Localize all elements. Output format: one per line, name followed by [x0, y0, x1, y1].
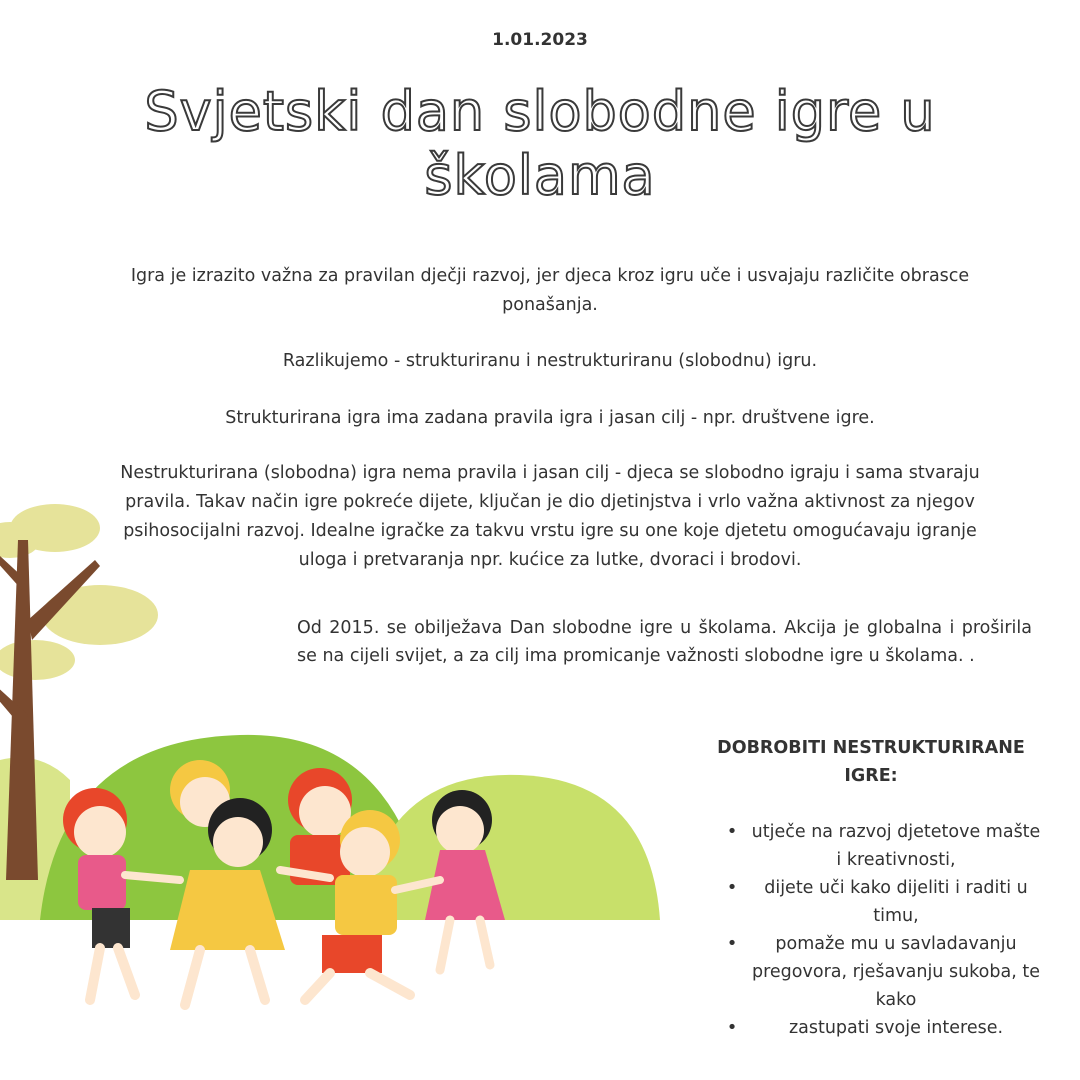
lime-hill [360, 775, 660, 920]
post-date: 1.01.2023 [492, 30, 588, 50]
list-item: • utječe na razvoj djetetove mašte i kreativnosti, [722, 818, 1042, 874]
free-play-paragraph: Nestrukturirana (slobodna) igra nema pravila i jasan cilj - djeca se slobodno igraju i sama stvaraju pravila. Takav način igre pokreće dijete, ključan je dio djetinjstva i vrlo važna aktivnost za njegov psihosocijalni razvoj. Idealne igračke za takvu vrstu igre su one koje djetetu omogućavaju igranje uloga i pretvaranja npr. kućice za lutke, dvoraci i brodovi. [120, 463, 980, 570]
benefits-heading: DOBROBITI NESTRUKTURIRANE IGRE: [717, 738, 1025, 786]
list-item: • pomaže mu u savladavanju pregovora, rješavanju sukoba, te kako [722, 930, 1042, 1014]
benefits-list [722, 818, 1042, 1042]
bullet-icon: • [726, 1017, 738, 1038]
bullet-icon: • [726, 933, 738, 954]
structured-play-paragraph: Strukturirana igra ima zadana pravila igra i jasan cilj - npr. društvene igre. [225, 408, 875, 428]
page-title: Svjetski dan slobodne igre u školama [144, 80, 936, 207]
bullet-icon: • [726, 877, 738, 898]
children-playing-illustration [0, 480, 680, 1080]
intro-paragraph: Igra je izrazito važna za pravilan dječji razvoj, jer djeca kroz igru uče i usvajaju različite obrasce ponašanja. [130, 266, 970, 315]
bullet-icon: • [726, 821, 738, 842]
list-item: • dijete uči kako dijeliti i raditi u timu, [722, 874, 1042, 930]
history-paragraph: Od 2015. se obilježava Dan slobodne igre u školama. Akcija je globalna i proširila se na cijeli svijet, a za cilj ima promicanje važnosti slobodne igre u školama. . [297, 618, 1032, 666]
types-paragraph: Razlikujemo - strukturiranu i nestrukturiranu (slobodnu) igru. [282, 351, 818, 371]
list-item: • zastupati svoje interese. [722, 1014, 1042, 1042]
